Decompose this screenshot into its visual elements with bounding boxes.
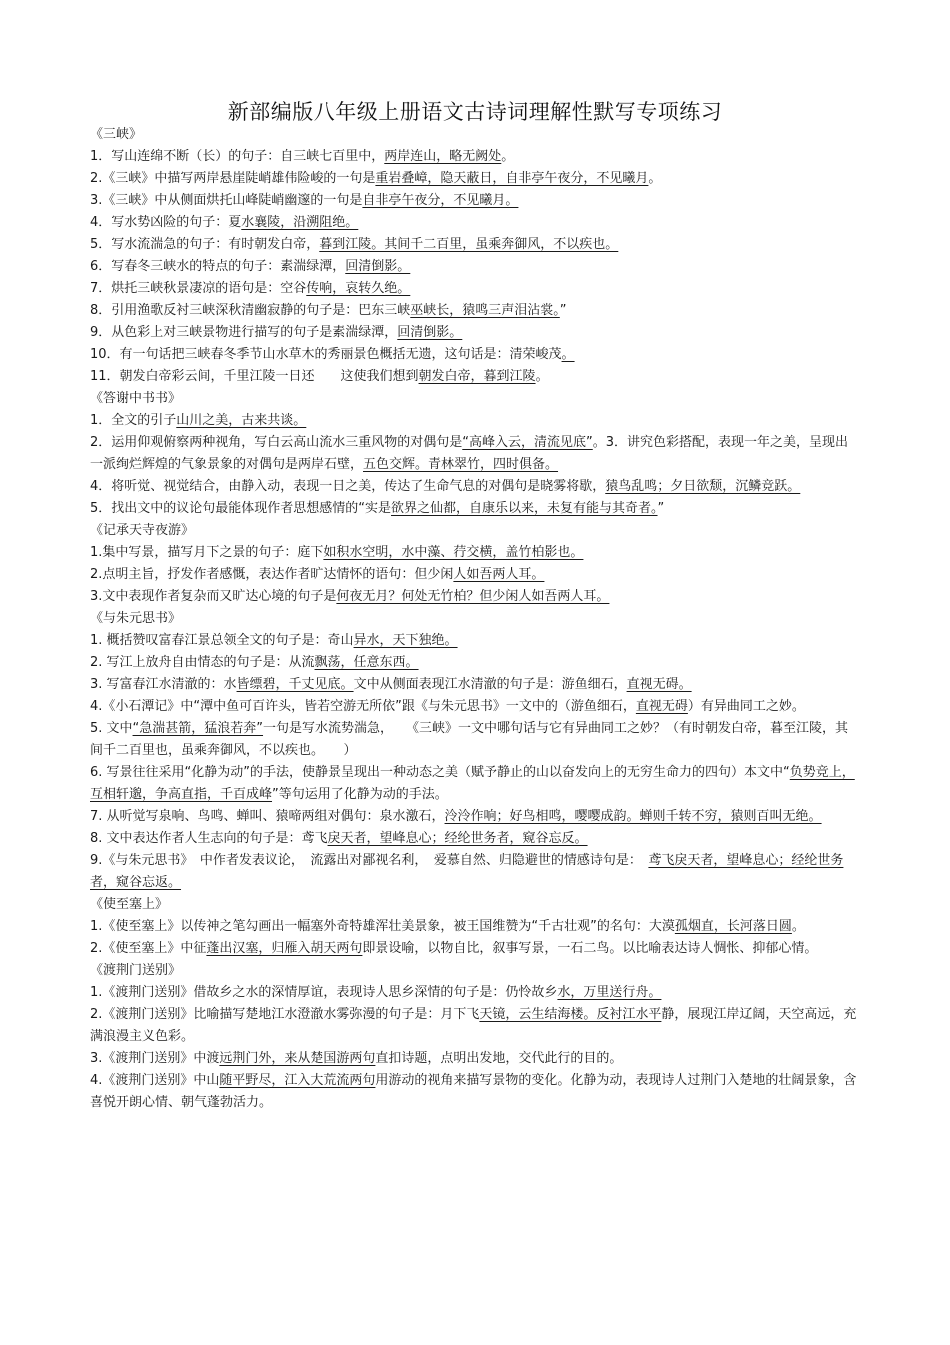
question-item [90, 432, 860, 476]
question-tail: ）有异曲同工之妙。 [687, 699, 805, 714]
question-tail: 。 [791, 919, 805, 934]
question-tail: 静，展现江岸辽阔，天空高远，充满浪漫主义色彩。 [90, 1007, 857, 1044]
question-item [90, 190, 860, 212]
question-item [90, 1048, 860, 1070]
question-text: 1.《使至塞上》以传神之笔勾画出一幅塞外奇特雄浑壮美景象，被王国维赞为“千古壮观”的名句：大漠 [90, 919, 675, 934]
answer-text: 飘荡，任意东西。 [314, 655, 419, 670]
question-text: 7．烘托三峡秋景凄凉的语句是：空谷 [90, 281, 307, 296]
question-text: 8. 文中表达作者人生志向的句子是：鸢飞 [90, 831, 328, 846]
question-item [90, 652, 860, 674]
answer-text: 自非亭午夜分，不见曦月。 [362, 193, 519, 208]
question-text: 2.《渡荆门送别》比喻描写楚地江水澄澈水雾弥漫的句子是：月下飞 [90, 1007, 480, 1022]
question-item [90, 1070, 860, 1114]
answer-text: 负势竞上，互相轩邈，争高直指，千百成峰 [90, 765, 855, 802]
question-item [90, 212, 860, 234]
question-text: 10．有一句话把三峡春冬季节山水草木的秀丽景色概括无遗，这句话是：清荣峻茂 [90, 347, 562, 362]
question-item [90, 806, 860, 828]
question-text: 9.《与朱元思书》 中作者发表议论， 流露出对鄙视名利， 爱慕自然、归隐避世的情感诗句是： [90, 853, 649, 868]
question-text: 4.《小石潭记》中“潭中鱼可百许头，皆若空游无所依”跟《与朱元思书》一文中的（游鱼细石， [90, 699, 636, 714]
question-tail: ” [657, 501, 665, 516]
section-heading: 《答谢中书书》 [90, 391, 182, 406]
question-text: 1．全文的引子 [90, 413, 177, 428]
section-heading: 《渡荆门送别》 [90, 963, 182, 978]
question-tail: 直扣诗题，点明出发地，交代此行的目的。 [375, 1051, 623, 1066]
exercise-content [90, 124, 860, 1114]
question-text: 2.《三峡》中描写两岸悬崖陡峭雄伟险峻的一句是 [90, 171, 376, 186]
answer-text: 传响，哀转久绝。 [306, 281, 411, 296]
question-text: 3.《渡荆门送别》中渡 [90, 1051, 220, 1066]
answer-text: 如积水空明，水中藻、荇交横，盖竹柏影也。 [323, 545, 584, 560]
question-item [90, 1004, 860, 1048]
question-tail: 文中从侧面表现江水清澈的句子是：游鱼细石， [353, 677, 627, 692]
question-text: 2．运用仰观俯察两种视角，写白云高山流水三重风物的对偶句是 [90, 435, 463, 450]
question-text: 5．找出文中的议论句最能体现作者思想感情的“实是 [90, 501, 392, 516]
answer-text: 直视无碍。 [626, 677, 692, 692]
question-text: 4．将听觉、视觉结合，由静入动，表现一日之美，传达了生命气息的对偶句是晓雾将歇， [90, 479, 606, 494]
question-text: 4．写水势凶险的句子：夏 [90, 215, 242, 230]
section-heading: 《与朱元思书》 [90, 611, 182, 626]
answer-text: 蓬出汉塞，归雁入胡天两句 [206, 941, 363, 956]
answer-text: 人如吾两人耳。 [453, 567, 545, 582]
section-heading: 《使至塞上》 [90, 897, 169, 912]
answer-text: 猿鸟乱鸣；夕日欲颓，沉鳞竞跃。 [605, 479, 801, 494]
question-item [90, 586, 860, 608]
question-item [90, 278, 860, 300]
question-tail: 。 [501, 149, 515, 164]
answer-text: 回清倒影。 [345, 259, 411, 274]
question-item [90, 498, 860, 520]
question-text: 1．写山连绵不断（长）的句子：自三峡七百里中， [90, 149, 385, 164]
question-text: 1.集中写景，描写月下之景的句子：庭下 [90, 545, 324, 560]
answer-text: 两岸连山，略无阙处 [384, 149, 502, 164]
question-item [90, 916, 860, 938]
question-tail: 用游动的视角来描写景物的变化。化静为动，表现诗人过荆门入楚地的壮阔景象，含喜悦开朗心情、朝气蓬勃活力。 [90, 1073, 857, 1110]
answer-text: 直视无碍 [635, 699, 688, 714]
question-tail: 即景设喻，以物自比，叙事写景，一石二鸟。以比喻表达诗人惆怅、抑郁心情。 [362, 941, 818, 956]
question-item [90, 696, 860, 718]
question-item [90, 718, 860, 762]
page-title: 新部编版八年级上册语文古诗词理解性默写专项练习 [227, 100, 723, 124]
question-text: 2.《使至塞上》中征 [90, 941, 207, 956]
question-item [90, 982, 860, 1004]
question-item [90, 256, 860, 278]
question-item [90, 630, 860, 652]
question-text: 1. 概括赞叹富春江景总领全文的句子是：奇山 [90, 633, 354, 648]
question-item [90, 366, 860, 388]
question-text: 5. 文中 [90, 721, 133, 736]
question-item [90, 146, 860, 168]
answer-text: 鸢飞戾天者，望峰息心；经纶世务者，窥谷忘返。 [90, 853, 844, 890]
answer-text: 水，万里送行舟。 [557, 985, 662, 1000]
answer-text: 回清倒影。 [397, 325, 463, 340]
answer-text: 异水，天下独绝。 [353, 633, 458, 648]
question-item [90, 234, 860, 256]
question-tail: 。 [648, 171, 662, 186]
question-tail: ” [559, 303, 567, 318]
question-text: 4.《渡荆门送别》中山 [90, 1073, 220, 1088]
question-item [90, 938, 860, 960]
answer-text: 重岩叠嶂，隐天蔽日，自非亭午夜分，不见曦月 [375, 171, 649, 186]
question-tail: ”等句运用了化静为动的手法。 [272, 787, 448, 802]
question-item [90, 476, 860, 498]
question-text: 9．从色彩上对三峡景物进行描写的句子是素湍绿潭， [90, 325, 398, 340]
section-heading: 《三峡》 [90, 127, 143, 142]
question-text: 3. 写富春江水清澈的：水 [90, 677, 237, 692]
question-item [90, 828, 860, 850]
question-item [90, 410, 860, 432]
question-text: 2. 写江上放舟自由情态的句子是：从流 [90, 655, 315, 670]
answer-text: 何夜无月？何处无竹柏？但少闲人如吾两人耳。 [336, 589, 610, 604]
answer-text: 。 [561, 347, 575, 362]
answer-text: 随平野尽，江入大荒流两句 [219, 1073, 376, 1088]
question-item [90, 168, 860, 190]
question-item [90, 762, 860, 806]
question-text: 3.文中表现作者复杂而又旷达心境的句子是 [90, 589, 337, 604]
answer-text: 暮到江陵。其间千二百里，虽乘奔御风，不以疾也。 [319, 237, 619, 252]
question-text: 5．写水流湍急的句子：有时朝发白帝， [90, 237, 320, 252]
section-heading: 《记承天寺夜游》 [90, 523, 195, 538]
answer-text: 欲界之仙都，自康乐以来，未复有能与其奇者。 [391, 501, 658, 516]
question-item [90, 542, 860, 564]
question-item [90, 344, 860, 366]
question-tail: 。3．讲究色彩搭配，表现一年之美，呈现出一派绚烂辉煌的气象景象的对偶句是两岸石壁， [90, 435, 849, 472]
question-text: 6. 写景往往采用“化静为动”的手法，使静景呈现出一种动态之美（赋予静止的山以奋发向上的无穷生命力的四句）本文中“ [90, 765, 790, 780]
question-item [90, 322, 860, 344]
question-text: 7. 从听觉写泉响、鸟鸣、蝉叫、猿啼两组对偶句：泉水激石， [90, 809, 445, 824]
answer-text: 五色交辉。青林翠竹，四时俱备。 [363, 457, 559, 472]
answer-text: 远荆门外，来从楚国游两句 [219, 1051, 376, 1066]
question-item [90, 850, 860, 894]
question-item [90, 674, 860, 696]
answer-text: 天镜，云生结海楼。反衬江水平 [479, 1007, 662, 1022]
answer-text: “高峰入云，清流见底” [462, 435, 593, 450]
question-text: 6．写春冬三峡水的特点的句子：素湍绿潭， [90, 259, 346, 274]
question-tail: 。 [535, 369, 549, 384]
question-item [90, 300, 860, 322]
question-item [90, 564, 860, 586]
answer-text: 孤烟直，长河落日圆 [674, 919, 792, 934]
answer-text: “急湍甚箭，猛浪若奔” [132, 721, 264, 736]
question-text: 1.《渡荆门送别》借故乡之水的深情厚谊，表现诗人思乡深情的句子是：仍怜故乡 [90, 985, 558, 1000]
question-text: 3.《三峡》中从侧面烘托山峰陡峭幽邃的一句是 [90, 193, 363, 208]
answer-text: 戾天者，望峰息心；经纶世务者，窥谷忘反。 [327, 831, 588, 846]
question-text: 8．引用渔歌反衬三峡深秋清幽寂静的句子是：巴东三峡 [90, 303, 411, 318]
question-text: 2.点明主旨，抒发作者感慨，表达作者旷达情怀的语句：但少闲 [90, 567, 454, 582]
answer-text: 山川之美，古来共谈。 [176, 413, 307, 428]
question-tail: 一句是写水流势湍急， 《三峡》一文中哪句话与它有异曲同工之妙？（有时朝发白帝，暮至江陵，其间千二百里也，虽乘奔御风，不以疾也。 ） [90, 721, 849, 758]
answer-text: 朝发白帝，暮到江陵 [418, 369, 536, 384]
answer-text: 皆缥碧，千丈见底。 [236, 677, 354, 692]
answer-text: 泠泠作响；好鸟相鸣，嘤嘤成韵。蝉则千转不穷，猿则百叫无绝。 [444, 809, 822, 824]
answer-text: 水襄陵，沿溯阻绝。 [241, 215, 359, 230]
question-text: 11．朝发白帝彩云间，千里江陵一日还 这使我们想到 [90, 369, 419, 384]
answer-text: 巫峡长，猿鸣三声泪沾裳。 [410, 303, 560, 318]
